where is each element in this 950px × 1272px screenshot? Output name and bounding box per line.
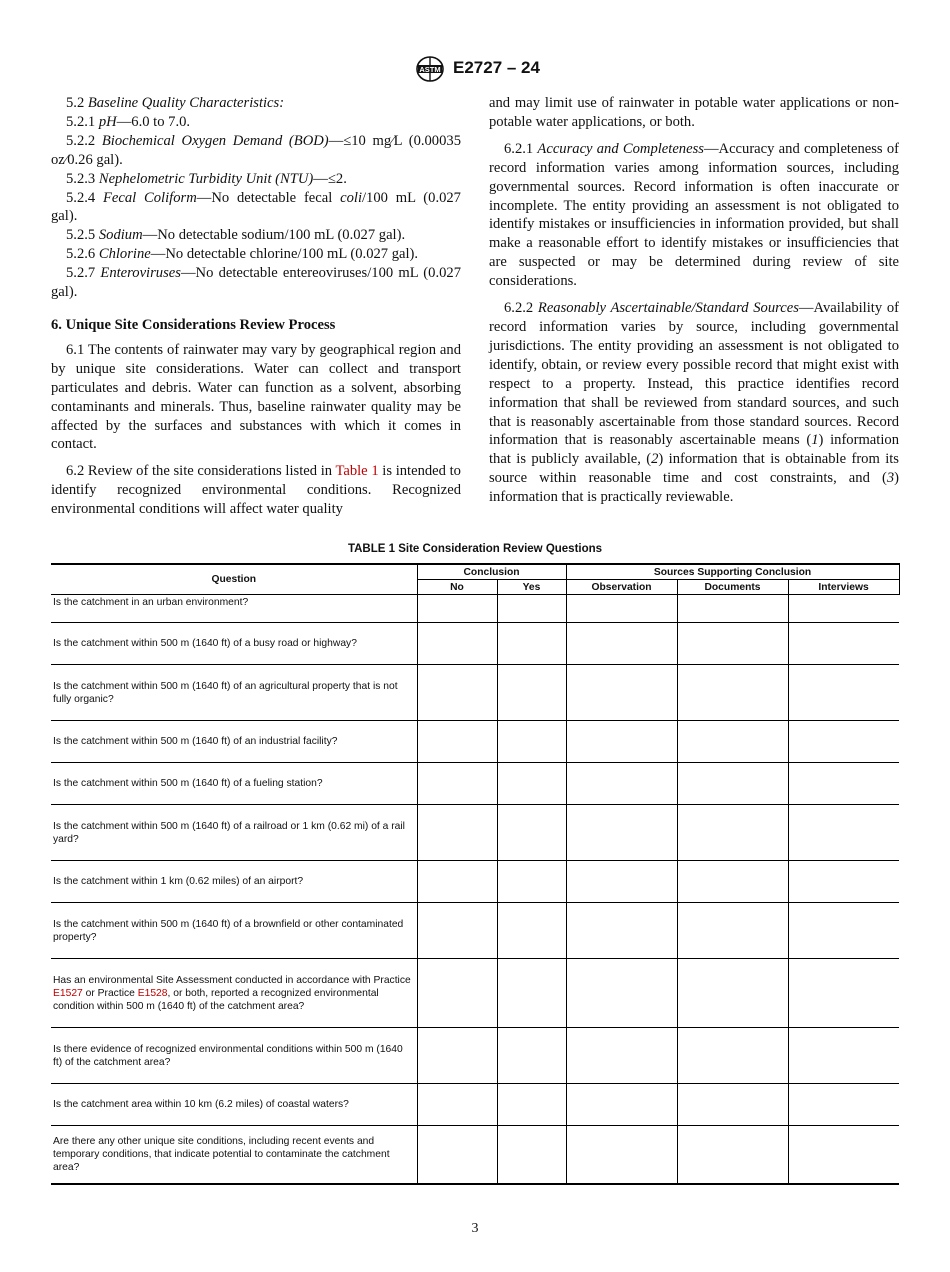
e1528-link[interactable]: E1528	[137, 987, 168, 999]
documents-cell[interactable]	[677, 623, 788, 665]
table-caption: TABLE 1 Site Consideration Review Questions	[347, 543, 603, 555]
documents-cell[interactable]	[677, 721, 788, 763]
observation-cell[interactable]	[566, 805, 677, 861]
table-row	[51, 665, 899, 721]
question-cell: Is the catchment within 500 m (1640 ft) of an industrial facility?	[51, 721, 417, 763]
documents-cell[interactable]	[677, 903, 788, 959]
table-row	[51, 1084, 899, 1126]
no-cell[interactable]	[417, 595, 497, 623]
yes-cell[interactable]	[497, 1028, 566, 1084]
interviews-cell[interactable]	[788, 1126, 899, 1184]
question-cell: Are there any other unique site conditions, including recent events and temporary conditions, that indicate potential to contaminate the catchment area?	[51, 1126, 417, 1184]
question-cell: Is there evidence of recognized environmental conditions within 500 m (1640 ft) of the catchment area?	[51, 1028, 417, 1084]
no-cell[interactable]	[417, 623, 497, 665]
header-no: No	[417, 580, 497, 595]
interviews-cell[interactable]	[788, 595, 899, 623]
observation-cell[interactable]	[566, 623, 677, 665]
documents-cell[interactable]	[677, 665, 788, 721]
observation-cell[interactable]	[566, 665, 677, 721]
site-consideration-table	[51, 563, 900, 1185]
para-6-1: 6.1 The contents of rainwater may vary by geographical region and by unique site considerations. Water can collect and transport particulates and debris. Water can function as a solvent, absorbing contaminants and minerals. Thus, baseline rainwater quality may be affected by the surfaces and substances with which it comes in contact.	[51, 341, 461, 453]
page-header	[0, 56, 950, 82]
question-cell: Is the catchment in an urban environment?	[51, 595, 417, 623]
para-5-2-4: 5.2.4 Fecal Coliform—No detectable fecal coli/100 mL (0.027 gal).	[51, 189, 461, 225]
para-6-2: 6.2 Review of the site considerations listed in Table 1 is intended to identify recognized environmental conditions. Recognized environmental conditions will affect water quality	[51, 463, 461, 518]
table-row	[51, 721, 899, 763]
yes-cell[interactable]	[497, 1084, 566, 1126]
question-cell: Is the catchment within 500 m (1640 ft) of a railroad or 1 km (0.62 mi) of a rail yard?	[51, 805, 417, 861]
observation-cell[interactable]	[566, 595, 677, 623]
no-cell[interactable]	[417, 665, 497, 721]
header-yes: Yes	[497, 580, 566, 595]
table-row	[51, 763, 899, 805]
table-row	[51, 959, 899, 1028]
observation-cell[interactable]	[566, 1028, 677, 1084]
observation-cell[interactable]	[566, 861, 677, 903]
para-6-2-2: 6.2.2 Reasonably Ascertainable/Standard Sources—Availability of record information varies by source, including governmental jurisdictions. The entity providing an assessment is not obligated to identify, obtain, or review every possible record that might exist with respect to a property. Instead, this practice identifies record information that shall be reviewed from standard sources, and such that is reasonably ascertainable from those standard sources. Record information that is reasonably ascertainable means (1) information that is publicly available, (2) information that is obtainable from its source within reasonable time and cost constraints, and (3) information that is practically reviewable.	[489, 300, 899, 506]
documents-cell[interactable]	[677, 805, 788, 861]
documents-cell[interactable]	[677, 959, 788, 1028]
header-question: Question	[51, 564, 417, 595]
para-5-2-5: 5.2.5 Sodium—No detectable sodium/100 mL (0.027 gal).	[66, 227, 406, 244]
no-cell[interactable]	[417, 959, 497, 1028]
no-cell[interactable]	[417, 903, 497, 959]
documents-cell[interactable]	[677, 861, 788, 903]
table-row	[51, 805, 899, 861]
question-cell: Is the catchment area within 10 km (6.2 miles) of coastal waters?	[51, 1084, 417, 1126]
yes-cell[interactable]	[497, 959, 566, 1028]
page-number: 3	[471, 1221, 479, 1236]
interviews-cell[interactable]	[788, 763, 899, 805]
interviews-cell[interactable]	[788, 959, 899, 1028]
documents-cell[interactable]	[677, 1126, 788, 1184]
table-1-link[interactable]: Table 1	[335, 463, 379, 480]
observation-cell[interactable]	[566, 763, 677, 805]
documents-cell[interactable]	[677, 763, 788, 805]
question-cell: Is the catchment within 500 m (1640 ft) of a fueling station?	[51, 763, 417, 805]
para-5-2-2: 5.2.2 Biochemical Oxygen Demand (BOD)—≤10 mg⁄L (0.00035 oz⁄0.26 gal).	[51, 132, 461, 168]
header-sources: Sources Supporting Conclusion	[566, 564, 899, 580]
documents-cell[interactable]	[677, 1028, 788, 1084]
table-row	[51, 1126, 899, 1184]
para-5-2-1: 5.2.1 pH—6.0 to 7.0.	[66, 113, 191, 130]
no-cell[interactable]	[417, 721, 497, 763]
interviews-cell[interactable]	[788, 805, 899, 861]
observation-cell[interactable]	[566, 1126, 677, 1184]
table-row	[51, 861, 899, 903]
no-cell[interactable]	[417, 805, 497, 861]
interviews-cell[interactable]	[788, 665, 899, 721]
interviews-cell[interactable]	[788, 1084, 899, 1126]
observation-cell[interactable]	[566, 1084, 677, 1126]
no-cell[interactable]	[417, 861, 497, 903]
header-conclusion: Conclusion	[417, 564, 566, 580]
table-row	[51, 903, 899, 959]
interviews-cell[interactable]	[788, 1028, 899, 1084]
para-continued: and may limit use of rainwater in potable water applications or non-potable water applications, or both.	[489, 95, 899, 130]
question-cell: Is the catchment within 1 km (0.62 miles) of an airport?	[51, 861, 417, 903]
right-column	[489, 94, 899, 507]
svg-text:ASTM: ASTM	[419, 65, 441, 74]
table-row	[51, 1028, 899, 1084]
e1527-link[interactable]: E1527	[53, 987, 83, 999]
yes-cell[interactable]	[497, 665, 566, 721]
para-5-2-3: 5.2.3 Nephelometric Turbidity Unit (NTU)—≤2.	[66, 170, 347, 187]
interviews-cell[interactable]	[788, 903, 899, 959]
question-cell: Has an environmental Site Assessment conducted in accordance with Practice E1527 or Practice E1528, or both, reported a recognized environmental condition within 500 m (1640 ft) of the catchment area?	[51, 959, 417, 1028]
para-5-2-7: 5.2.7 Enteroviruses—No detectable entereoviruses/100 mL (0.027 gal).	[51, 265, 461, 301]
observation-cell[interactable]	[566, 721, 677, 763]
question-cell: Is the catchment within 500 m (1640 ft) of an agricultural property that is not fully organic?	[51, 665, 417, 721]
header-documents: Documents	[677, 580, 788, 595]
interviews-cell[interactable]	[788, 721, 899, 763]
yes-cell[interactable]	[497, 595, 566, 623]
yes-cell[interactable]	[497, 805, 566, 861]
observation-cell[interactable]	[566, 959, 677, 1028]
yes-cell[interactable]	[497, 1126, 566, 1184]
astm-logo-icon	[410, 56, 450, 82]
header-interviews: Interviews	[788, 580, 899, 595]
para-5-2-6: 5.2.6 Chlorine—No detectable chlorine/100 mL (0.027 gal).	[66, 246, 419, 263]
no-cell[interactable]	[417, 1084, 497, 1126]
interviews-cell[interactable]	[788, 861, 899, 903]
interviews-cell[interactable]	[788, 623, 899, 665]
question-cell: Is the catchment within 500 m (1640 ft) of a brownfield or other contaminated property?	[51, 903, 417, 959]
yes-cell[interactable]	[497, 721, 566, 763]
no-cell[interactable]	[417, 1126, 497, 1184]
no-cell[interactable]	[417, 1028, 497, 1084]
para-6-2-1: 6.2.1 Accuracy and Completeness—Accuracy and completeness of record information varies among information sources, including governmental sources. Record information is often inaccurate or incomplete. The entity providing an assessment is not obligated to identify mistakes or insufficiencies in information provided, but shall make a reasonable effort to identify mistakes or insufficiencies that are suspected or may be determined during review of site considerations.	[489, 140, 899, 290]
observation-cell[interactable]	[566, 903, 677, 959]
para-5-2: 5.2 Baseline Quality Characteristics:	[66, 95, 285, 111]
yes-cell[interactable]	[497, 861, 566, 903]
left-column	[51, 94, 461, 519]
documents-cell[interactable]	[677, 595, 788, 623]
yes-cell[interactable]	[497, 903, 566, 959]
standard-designation: E2727 – 24	[453, 58, 540, 77]
yes-cell[interactable]	[497, 763, 566, 805]
table-row	[51, 623, 899, 665]
documents-cell[interactable]	[677, 1084, 788, 1126]
header-observation: Observation	[566, 580, 677, 595]
table-row	[51, 595, 899, 623]
section-heading-6: 6. Unique Site Considerations Review Process	[51, 316, 336, 333]
question-cell: Is the catchment within 500 m (1640 ft) of a busy road or highway?	[51, 623, 417, 665]
yes-cell[interactable]	[497, 623, 566, 665]
no-cell[interactable]	[417, 763, 497, 805]
